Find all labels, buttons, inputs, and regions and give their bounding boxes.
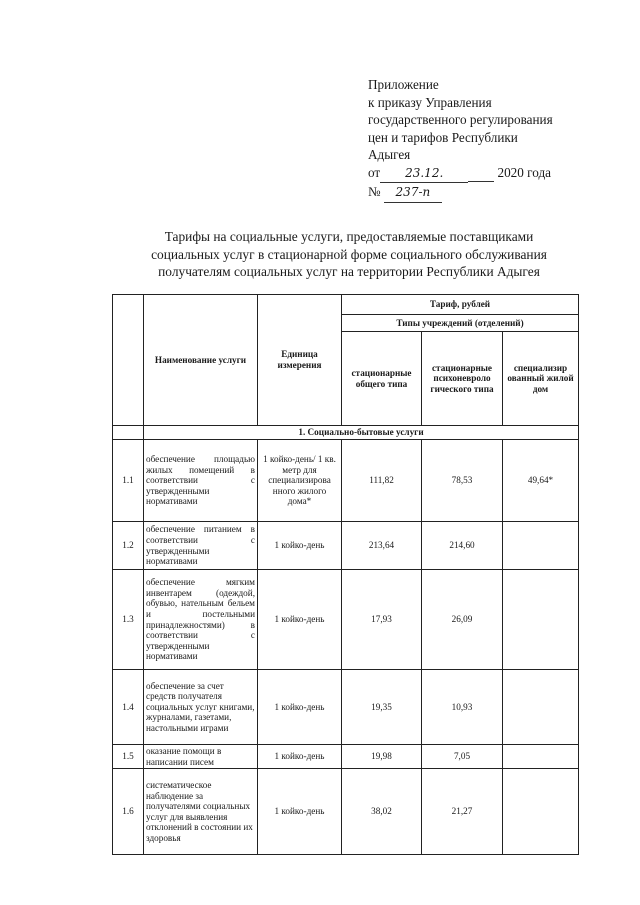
row-psycho-value: 214,60 (422, 522, 503, 570)
header-num-cell (113, 295, 144, 426)
row-special-value (503, 745, 579, 769)
title-line: получателям социальных услуг на территории Республики Адыгея (158, 264, 540, 279)
date-suffix: 2020 года (497, 164, 552, 180)
row-special-value (503, 670, 579, 745)
header-institution-types: Типы учреждений (отделений) (342, 315, 579, 332)
row-num: 1.2 (113, 522, 144, 570)
row-num: 1.6 (113, 769, 144, 855)
table-row (113, 670, 579, 745)
row-general-value: 17,93 (342, 570, 422, 670)
row-psycho-value: 10,93 (422, 670, 503, 745)
row-num: 1.1 (113, 440, 144, 522)
row-service-name: обеспечение мягким инвентарем (одеждой, обувью, нательным бельем и постельными принадлежностями) в соответствии с утвержденными нормативами (144, 570, 258, 670)
section-num-cell (113, 426, 144, 440)
row-unit: 1 койко-день/ 1 кв. метр для специализирова нного жилого дома* (258, 440, 342, 522)
appendix-number (368, 183, 598, 203)
header-col-general: стационарные общего типа (342, 332, 422, 426)
header-unit: Единица измерения (258, 295, 342, 426)
header-col-special: специализир ованный жилой дом (503, 332, 579, 426)
row-psycho-value: 7,05 (422, 745, 503, 769)
row-service-name: систематическое наблюдение за получателями социальных услуг для выявления отклонений в состоянии их здоровья (144, 769, 258, 855)
handwritten-number: 237-п (384, 184, 442, 203)
title-line: социальных услуг в стационарной форме социального обслуживания (151, 246, 547, 262)
table-row (113, 745, 579, 769)
appendix-line: к приказу Управления (368, 94, 492, 110)
row-num: 1.5 (113, 745, 144, 769)
row-num: 1.3 (113, 570, 144, 670)
row-special-value (503, 522, 579, 570)
handwritten-date: 23.12. (380, 165, 468, 184)
row-general-value: 111,82 (342, 440, 422, 522)
row-service-name: оказание помощи в написании писем (144, 745, 258, 769)
date-prefix: от (368, 164, 381, 180)
appendix-line: Приложение (368, 77, 439, 92)
row-unit: 1 койко-день (258, 522, 342, 570)
appendix-line: Адыгея (368, 147, 411, 162)
row-general-value: 38,02 (342, 769, 422, 855)
header-tariff: Тариф, рублей (342, 295, 579, 315)
row-psycho-value: 78,53 (422, 440, 503, 522)
header-col-psycho: стационарные психоневроло гического типа (422, 332, 503, 426)
row-special-value (503, 570, 579, 670)
row-unit: 1 койко-день (258, 769, 342, 855)
row-service-name: обеспечение питанием в соответствии с утвержденными нормативами (144, 522, 258, 570)
row-psycho-value: 26,09 (422, 570, 503, 670)
row-unit: 1 койко-день (258, 745, 342, 769)
row-unit: 1 койко-день (258, 670, 342, 745)
row-special-value (503, 769, 579, 855)
row-special-value: 49,64* (503, 440, 579, 522)
header-row (113, 295, 579, 315)
table-row (113, 769, 579, 855)
row-unit: 1 койко-день (258, 570, 342, 670)
tariff-table (112, 294, 579, 855)
table-row (113, 522, 579, 570)
row-num: 1.4 (113, 670, 144, 745)
table-row (113, 440, 579, 522)
appendix-line: цен и тарифов Республики (368, 129, 518, 145)
row-service-name: обеспечение площадью жилых помещений в соответствии с утвержденными нормативами (144, 440, 258, 522)
row-general-value: 19,35 (342, 670, 422, 745)
table-row (113, 570, 579, 670)
row-psycho-value: 21,27 (422, 769, 503, 855)
date-underline (468, 164, 494, 183)
header-service-name: Наименование услуги (144, 295, 258, 426)
title-line: Тарифы на социальные услуги, предоставляемые поставщиками (164, 229, 534, 244)
appendix-block (368, 76, 598, 203)
row-service-name: обеспечение за счет средств получателя социальных услуг книгами, журналами, газетами, настольными играми (144, 670, 258, 745)
row-general-value: 213,64 (342, 522, 422, 570)
appendix-date (368, 164, 598, 184)
appendix-line: государственного регулирования (368, 112, 553, 127)
row-general-value: 19,98 (342, 745, 422, 769)
section-row (113, 426, 579, 440)
document-title (118, 228, 580, 281)
section-title: 1. Социально-бытовые услуги (144, 426, 579, 440)
number-prefix: № (368, 184, 381, 199)
